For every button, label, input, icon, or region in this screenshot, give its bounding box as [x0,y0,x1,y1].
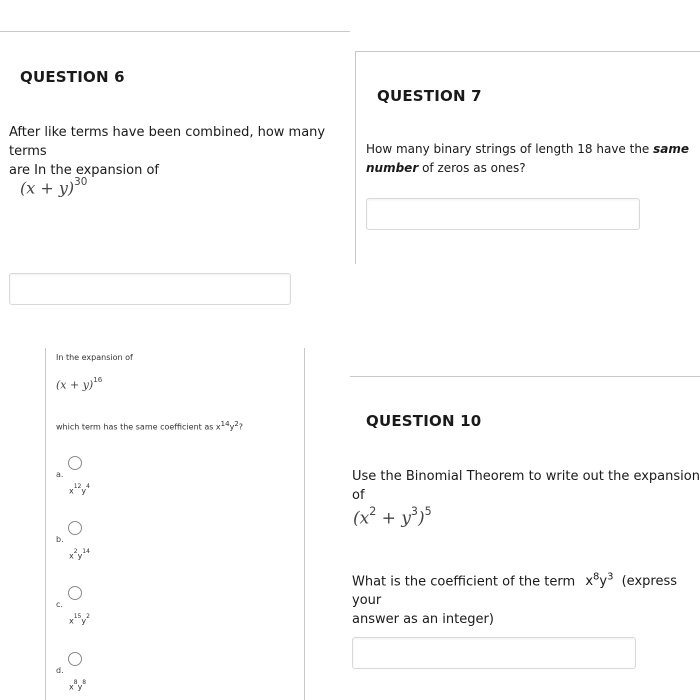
q10-coefficient-line2: answer as an integer) [352,612,494,628]
q10-title: QUESTION 10 [366,412,482,430]
q8-option-b-radio[interactable] [68,521,82,535]
q8-expression-exponent: 16 [93,375,103,384]
q8-option-a-y-exp: 4 [86,483,90,490]
q10-coefficient-line1 [352,568,700,610]
q8-option-b-x-exp: 2 [73,548,78,555]
q8-option-a-radio[interactable] [68,456,82,470]
q8-option-a-term[interactable]: $x^{12}y^4$ [69,483,90,496]
q6-top-divider [0,31,350,32]
q8-option-c-x-exp: 15 [73,613,82,620]
q10-expression-open: (x [353,508,370,529]
q8-option-d-x-exp: 8 [73,679,78,686]
q8-question-y: y [229,422,235,432]
q10-coefficient-x-exp: 8 [593,572,600,583]
q8-option-c-term[interactable]: $x^{15}y^2$ [69,613,90,626]
q8-expression-base: (x + y) [56,378,94,392]
q10-expression [353,507,432,529]
q10-expression-x-exp: 2 [369,505,377,518]
q6-title: QUESTION 6 [20,68,125,86]
q8-option-d-y-exp: 8 [82,679,87,686]
q7-title: QUESTION 7 [377,87,482,105]
q8-option-b-term[interactable]: $x^2y^{14}$ [69,548,90,561]
q6-answer-input[interactable] [9,273,291,305]
q8-option-d-letter: d. [56,666,64,675]
q10-expression-y-exp: 3 [410,505,418,518]
q10-expression-y: + y [376,508,411,529]
q7-left-border [355,51,356,264]
q8-question-mark: ? [238,422,244,432]
q8-option-c-y-exp: 2 [86,613,90,620]
q10-coefficient-term: $x^8y^3$ [585,572,614,590]
q8-question-y-exp: 2 [234,420,239,428]
q8-right-border [304,348,305,700]
q8-option-b-y-exp: 14 [82,548,90,555]
q8-option-b-letter: b. [56,535,64,544]
q10-answer-input[interactable] [352,637,636,669]
q10-coefficient-prompt [352,568,700,629]
q7-prompt [366,140,700,178]
q10-expression-close: ) [417,508,425,529]
q8-option-a-letter: a. [56,470,64,479]
q10-prompt: Use the Binomial Theorem to write out the expansion of [352,469,700,503]
q8-option-d-term[interactable]: $x^8y^8$ [69,679,87,692]
q7-prompt-number: number [366,161,419,175]
q8-expression [56,377,102,392]
q6-prompt [9,123,354,180]
q7-prompt-part1: How many binary strings of length 18 have the [366,142,650,156]
q10-coefficient-text: What is the coefficient of the term [352,574,576,590]
q6-expression-exponent: 30 [74,176,88,188]
q6-prompt-line2: are In the expansion of [9,163,159,178]
q7-prompt-part2: of zeros as ones? [422,161,526,175]
q6-expression [20,178,87,197]
q8-question-text: which term has the same coefficient as x [56,422,221,432]
q10-top-divider [350,376,700,377]
q8-question-x-exp: 14 [220,420,230,428]
q6-prompt-line1: After like terms have been combined, how many terms [9,125,326,159]
q8-option-c-letter: c. [56,600,63,609]
q10-coefficient-post: (express your [352,574,677,609]
q8-option-c-radio[interactable] [68,586,82,600]
q7-answer-input[interactable] [366,198,640,230]
q8-question [56,420,243,432]
q6-expression-base: (x + y) [20,178,75,198]
q8-option-a-x-exp: 12 [73,483,82,490]
q8-intro: In the expansion of [56,353,133,362]
q8-option-d-radio[interactable] [68,652,82,666]
q10-expression-outer-exp: 5 [424,505,432,518]
q7-top-divider [355,51,700,52]
q7-prompt-same: same [653,142,690,156]
q10-coefficient-y-exp: 3 [607,572,614,583]
q8-left-border [45,348,46,700]
